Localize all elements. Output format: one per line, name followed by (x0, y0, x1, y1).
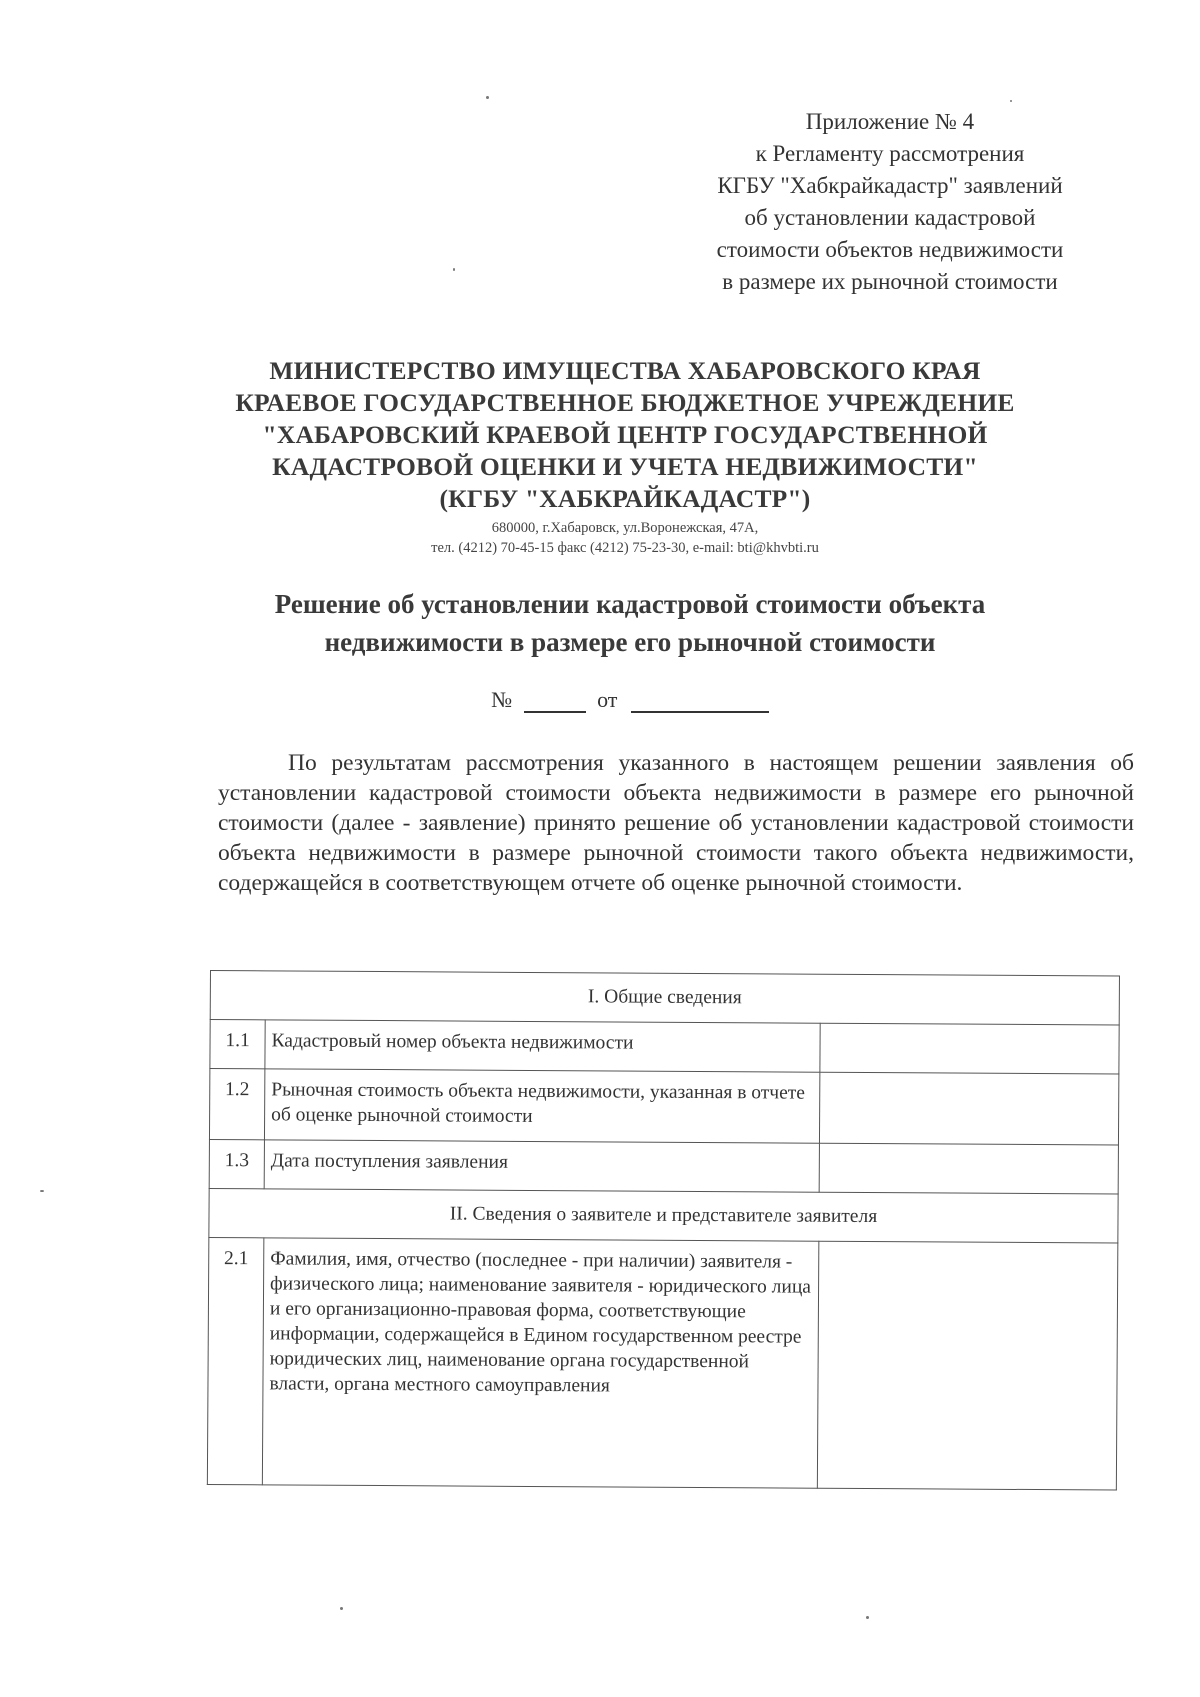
table-row (209, 1069, 1118, 1146)
scan-speck (340, 1607, 343, 1610)
number-label: № (491, 687, 513, 712)
appendix-line: об установлении кадастровой (744, 205, 1036, 230)
scan-speck (453, 268, 455, 271)
number-blank (524, 689, 586, 713)
row-label: Рыночная стоимость объекта недвижимости, указанная в отчете об оценке рыночной стоимости (264, 1069, 819, 1143)
section-header: II. Сведения о заявителе и представителе заявителя (209, 1188, 1118, 1243)
appendix-line: в размере их рыночной стоимости (722, 269, 1058, 294)
org-line: (КГБУ "ХАБКРАЙКАДАСТР") (439, 484, 811, 513)
scan-speck (866, 1616, 869, 1619)
table-row (209, 1139, 1118, 1194)
scan-speck (1010, 100, 1012, 102)
info-table (207, 970, 1120, 1491)
table-row (207, 1237, 1117, 1490)
org-line: МИНИСТЕРСТВО ИМУЩЕСТВА ХАБАРОВСКОГО КРАЯ (269, 356, 981, 385)
scan-speck (40, 1190, 44, 1192)
organization-header (195, 355, 1055, 515)
row-value (820, 1023, 1119, 1074)
section-header: I. Общие сведения (210, 971, 1119, 1026)
decision-body: По результатам рассмотрения указанного в настоящем решении заявления об установлении кадастровой стоимости объекта недвижимости в размере его рыночной стоимости (далее - заявление) принято решение об установлении кадастровой стоимости объекта недвижимости в размере рыночной стоимости такого объекта недвижимости, содержащейся в соответствующем отчете об оценке рыночной стоимости. (218, 750, 1134, 896)
row-value (817, 1241, 1118, 1490)
date-blank (631, 689, 769, 713)
org-address: 680000, г.Хабаровск, ул.Воронежская, 47А, (491, 520, 759, 536)
org-line: КРАЕВОЕ ГОСУДАРСТВЕННОЕ БЮДЖЕТНОЕ УЧРЕЖДЕНИЕ (235, 388, 1015, 417)
appendix-line: стоимости объектов недвижимости (716, 237, 1064, 262)
row-number: 1.3 (209, 1139, 264, 1188)
appendix-line: КГБУ "Хабкрайкадастр" заявлений (717, 173, 1063, 198)
decision-title-line: недвижимости в размере его рыночной стоимости (324, 627, 936, 657)
row-number: 1.2 (209, 1069, 264, 1140)
row-number: 1.1 (210, 1020, 265, 1069)
appendix-line: Приложение № 4 (805, 109, 975, 134)
row-label: Кадастровый номер объекта недвижимости (265, 1020, 820, 1072)
row-value (819, 1143, 1118, 1194)
org-phone-email: тел. (4212) 70-45-15 факс (4212) 75-23-30, e-mail: bti@khvbti.ru (431, 540, 819, 556)
org-line: КАДАСТРОВОЙ ОЦЕНКИ И УЧЕТА НЕДВИЖИМОСТИ" (272, 452, 978, 481)
decision-title (200, 585, 1060, 661)
organization-contacts (195, 518, 1055, 558)
table-row (210, 1020, 1119, 1075)
row-value (819, 1072, 1118, 1145)
row-label: Дата поступления заявления (264, 1140, 819, 1192)
org-line: "ХАБАРОВСКИЙ КРАЕВОЙ ЦЕНТР ГОСУДАРСТВЕННОЙ (262, 420, 988, 449)
scan-speck (486, 96, 489, 99)
decision-title-line: Решение об установлении кадастровой стоимости объекта (274, 589, 986, 619)
date-label: от (597, 687, 618, 712)
appendix-note (680, 106, 1100, 298)
decision-number-line (200, 687, 1060, 713)
row-label: Фамилия, имя, отчество (последнее - при наличии) заявителя - физического лица; наименование заявителя - юридического лица и его организационно-правовая форма, соответствующие информации, содержащейся в Едином государственном реестре юридических лиц, наименование органа государственной власти, органа местного самоуправления (262, 1238, 818, 1488)
row-number: 2.1 (207, 1237, 264, 1484)
appendix-line: к Регламенту рассмотрения (755, 141, 1025, 166)
